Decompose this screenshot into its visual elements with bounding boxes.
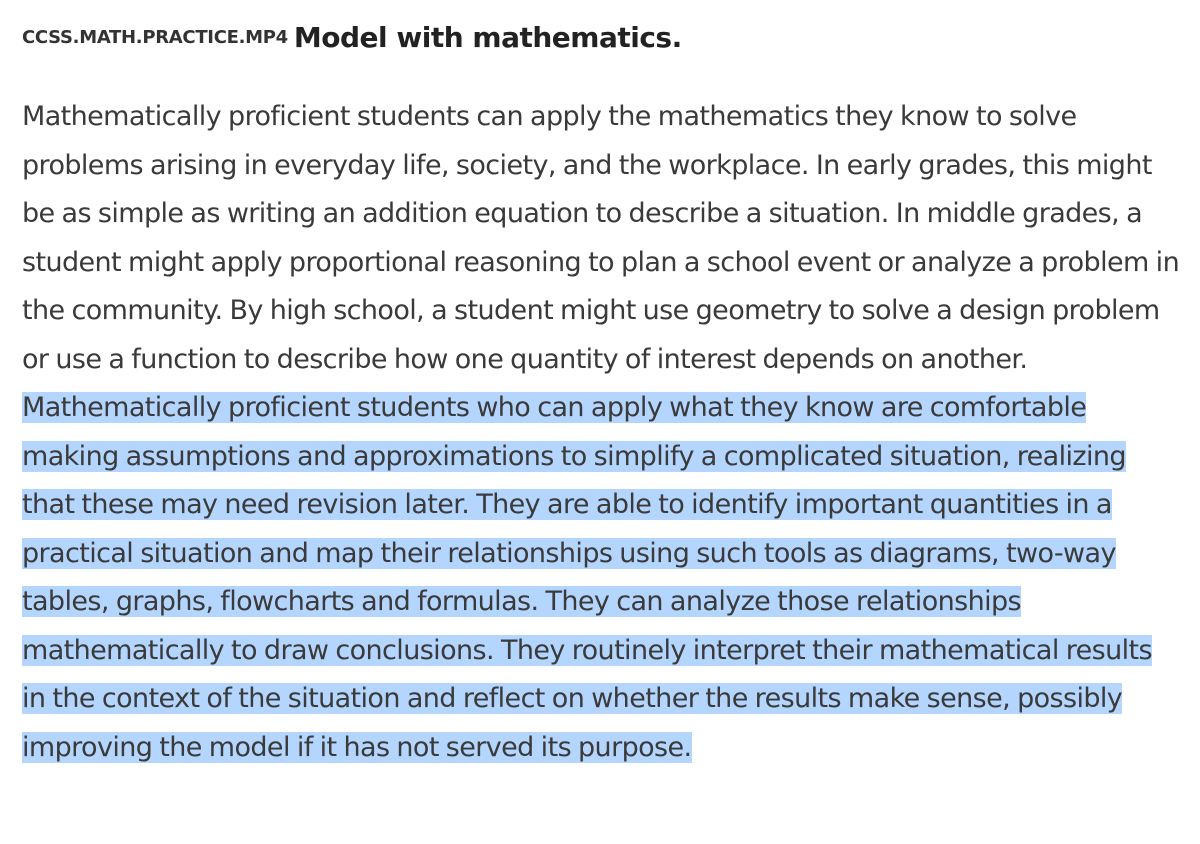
standard-section bbox=[22, 0, 1182, 772]
standard-title: Model with mathematics. bbox=[293, 20, 682, 54]
selected-text-highlight[interactable]: Mathematically proficient students who can apply what they know are comfortable making assumptions and approximations to simplify a complicated situation, realizing that these may need revision later. They are able to identify important quantities in a practical situation and map their relationships using such tools as diagrams, two-way tables, graphs, flowcharts and formulas. They can analyze those relationships mathematically to draw conclusions. They routinely interpret their mathematical results in the context of the situation and reflect on whether the results make sense, possibly improving the model if it has not served its purpose. bbox=[22, 392, 1152, 763]
standard-code: CCSS.MATH.PRACTICE.MP4 bbox=[22, 26, 288, 48]
description-text[interactable]: Mathematically proficient students can apply the mathematics they know to solve problems arising in everyday life, society, and the workplace. In early grades, this might be as simple as writing an addition equation to describe a situation. In middle grades, a student might apply proportional reasoning to plan a school event or analyze a problem in the community. By high school, a student might use geometry to solve a design problem or use a function to describe how one quantity of interest depends on another. bbox=[22, 101, 1180, 375]
standard-heading bbox=[22, 0, 1182, 72]
standard-description[interactable] bbox=[22, 93, 1182, 772]
